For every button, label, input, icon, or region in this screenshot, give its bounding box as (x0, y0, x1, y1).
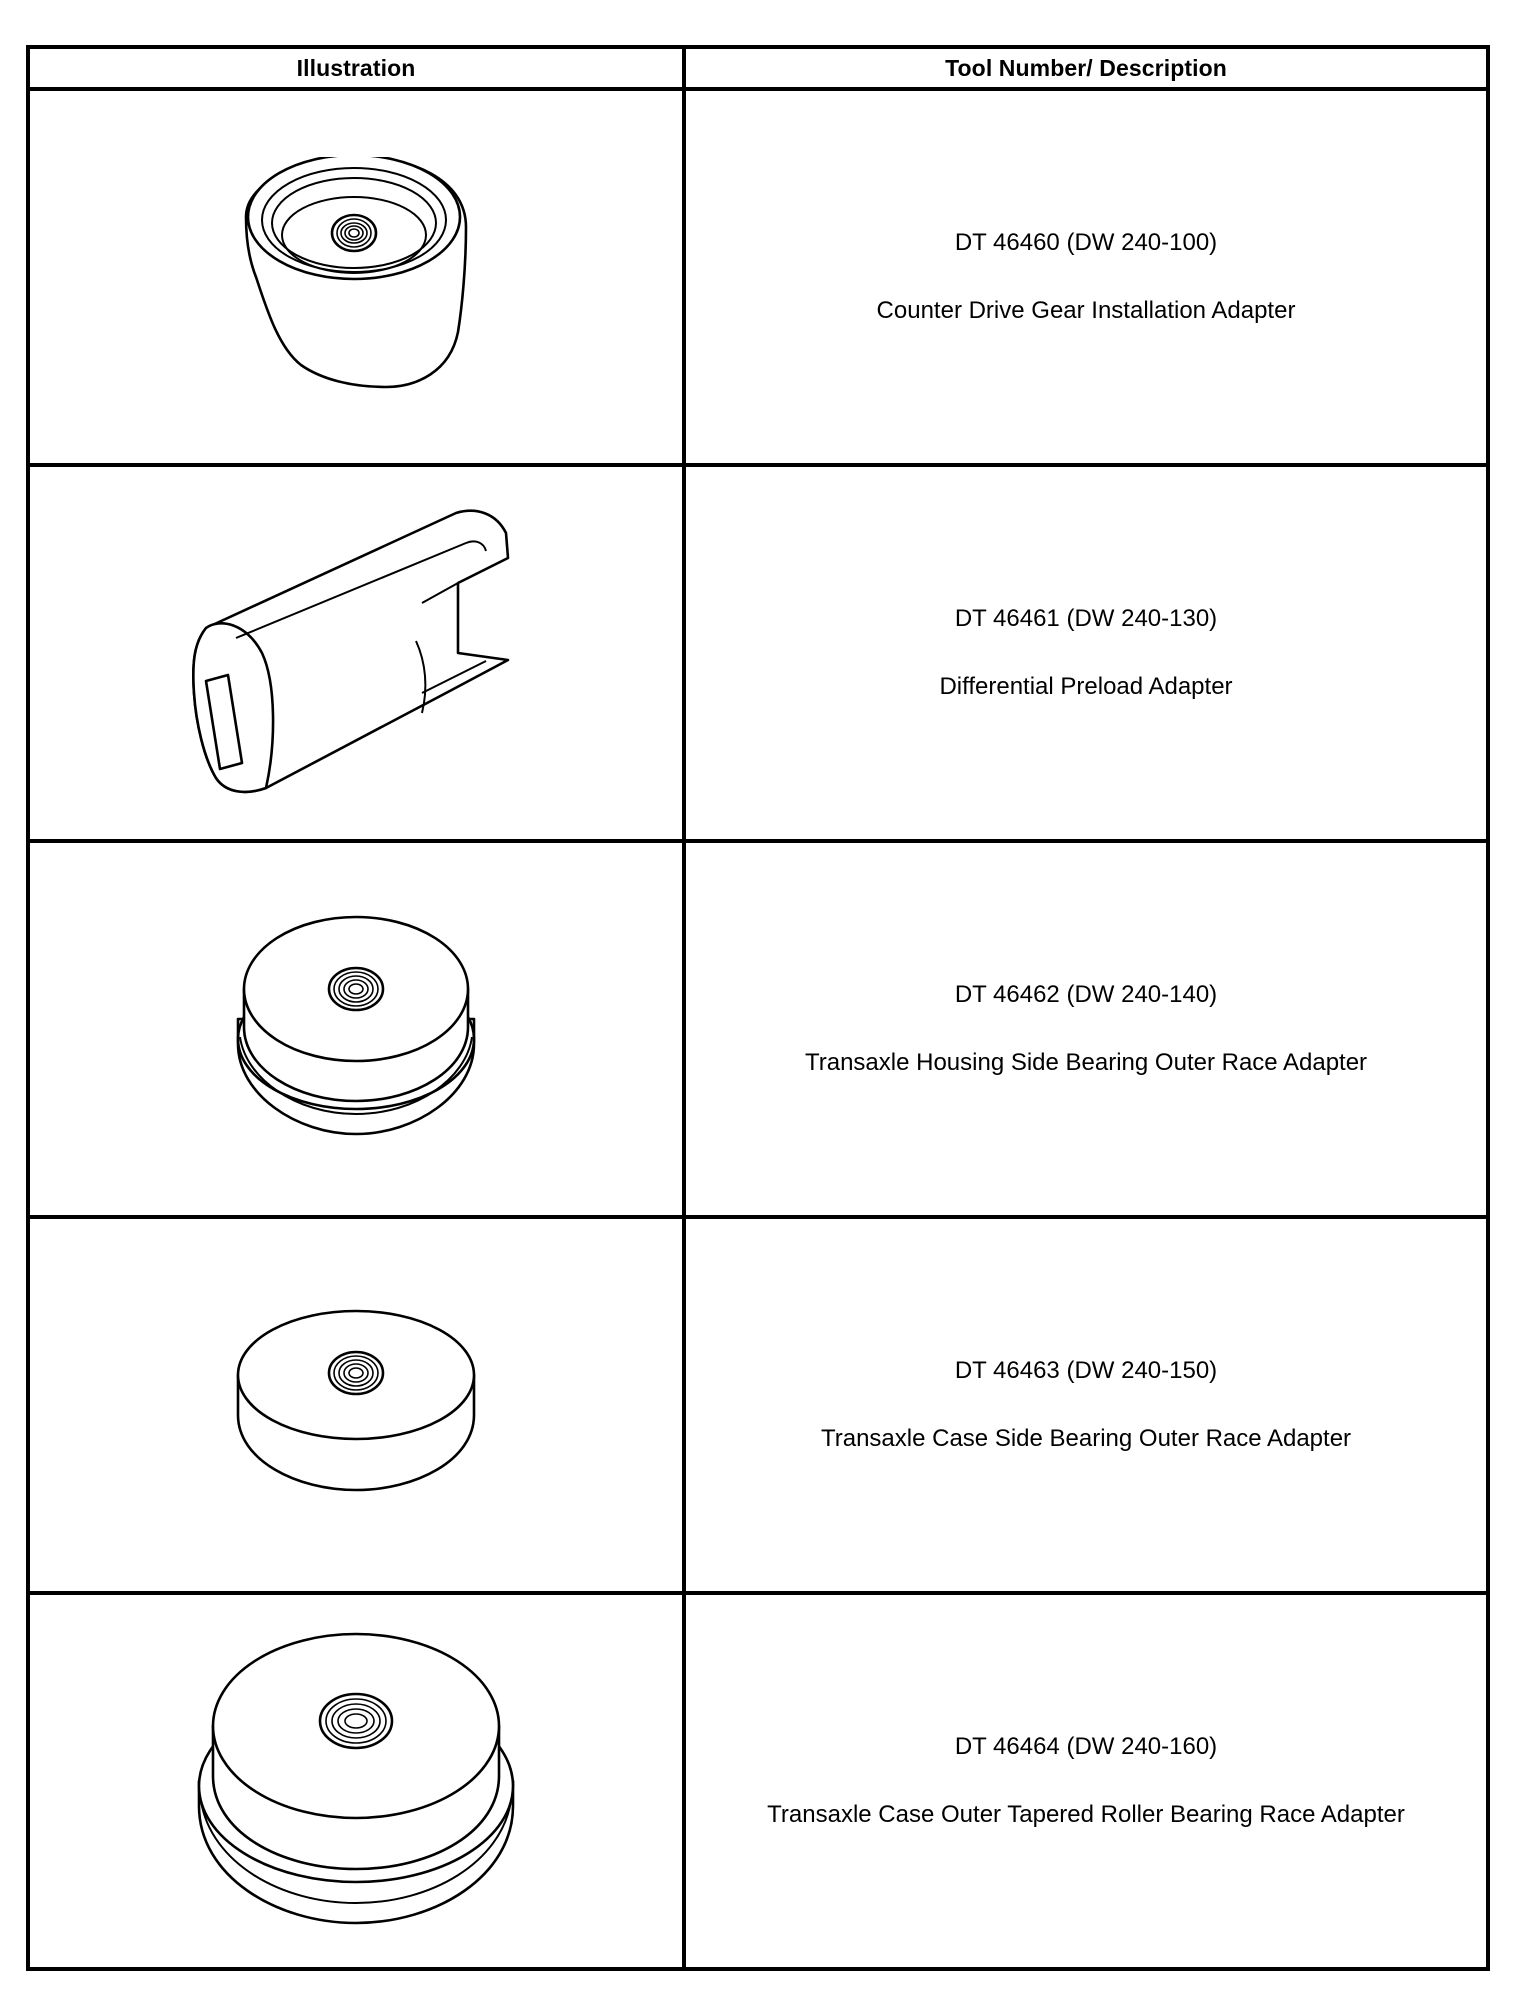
tool-description: Transaxle Housing Side Bearing Outer Race Adapter (804, 1049, 1368, 1076)
description-cell (684, 1217, 1488, 1593)
tool-description: Transaxle Case Side Bearing Outer Race Adapter (820, 1425, 1352, 1452)
tool-number: DT 46461 (DW 240-130) (954, 605, 1218, 632)
table-row (28, 1593, 1488, 1969)
flat-disc-adapter-illustration (226, 1305, 486, 1505)
grooved-disc-adapter-illustration (226, 909, 486, 1149)
tool-number: DT 46462 (DW 240-140) (954, 981, 1218, 1008)
table-row (28, 841, 1488, 1217)
table-row (28, 465, 1488, 841)
illustration-cell (28, 841, 684, 1217)
description-cell (684, 841, 1488, 1217)
illustration-cell (28, 89, 684, 465)
illustration-cell (28, 1593, 684, 1969)
tool-description: Counter Drive Gear Installation Adapter (876, 297, 1296, 324)
table-row (28, 1217, 1488, 1593)
cup-adapter-illustration (226, 157, 486, 397)
illustration-cell (28, 465, 684, 841)
table-row (28, 89, 1488, 465)
description-cell (684, 465, 1488, 841)
header-illustration: Illustration (28, 47, 684, 89)
description-cell (684, 89, 1488, 465)
illustration-cell (28, 1217, 684, 1593)
stepped-disc-adapter-illustration (191, 1631, 521, 1931)
tool-number: DT 46463 (DW 240-150) (954, 1357, 1218, 1384)
tool-description: Transaxle Case Outer Tapered Roller Bearing Race Adapter (767, 1801, 1405, 1828)
tool-table (26, 45, 1490, 1971)
header-tool-description: Tool Number/ Description (684, 47, 1488, 89)
tool-number: DT 46460 (DW 240-100) (954, 229, 1218, 256)
slotted-cylinder-adapter-illustration (176, 503, 536, 803)
description-cell (684, 1593, 1488, 1969)
tool-description: Differential Preload Adapter (939, 673, 1233, 700)
tool-number: DT 46464 (DW 240-160) (954, 1733, 1218, 1760)
table-header-row (28, 47, 1488, 89)
